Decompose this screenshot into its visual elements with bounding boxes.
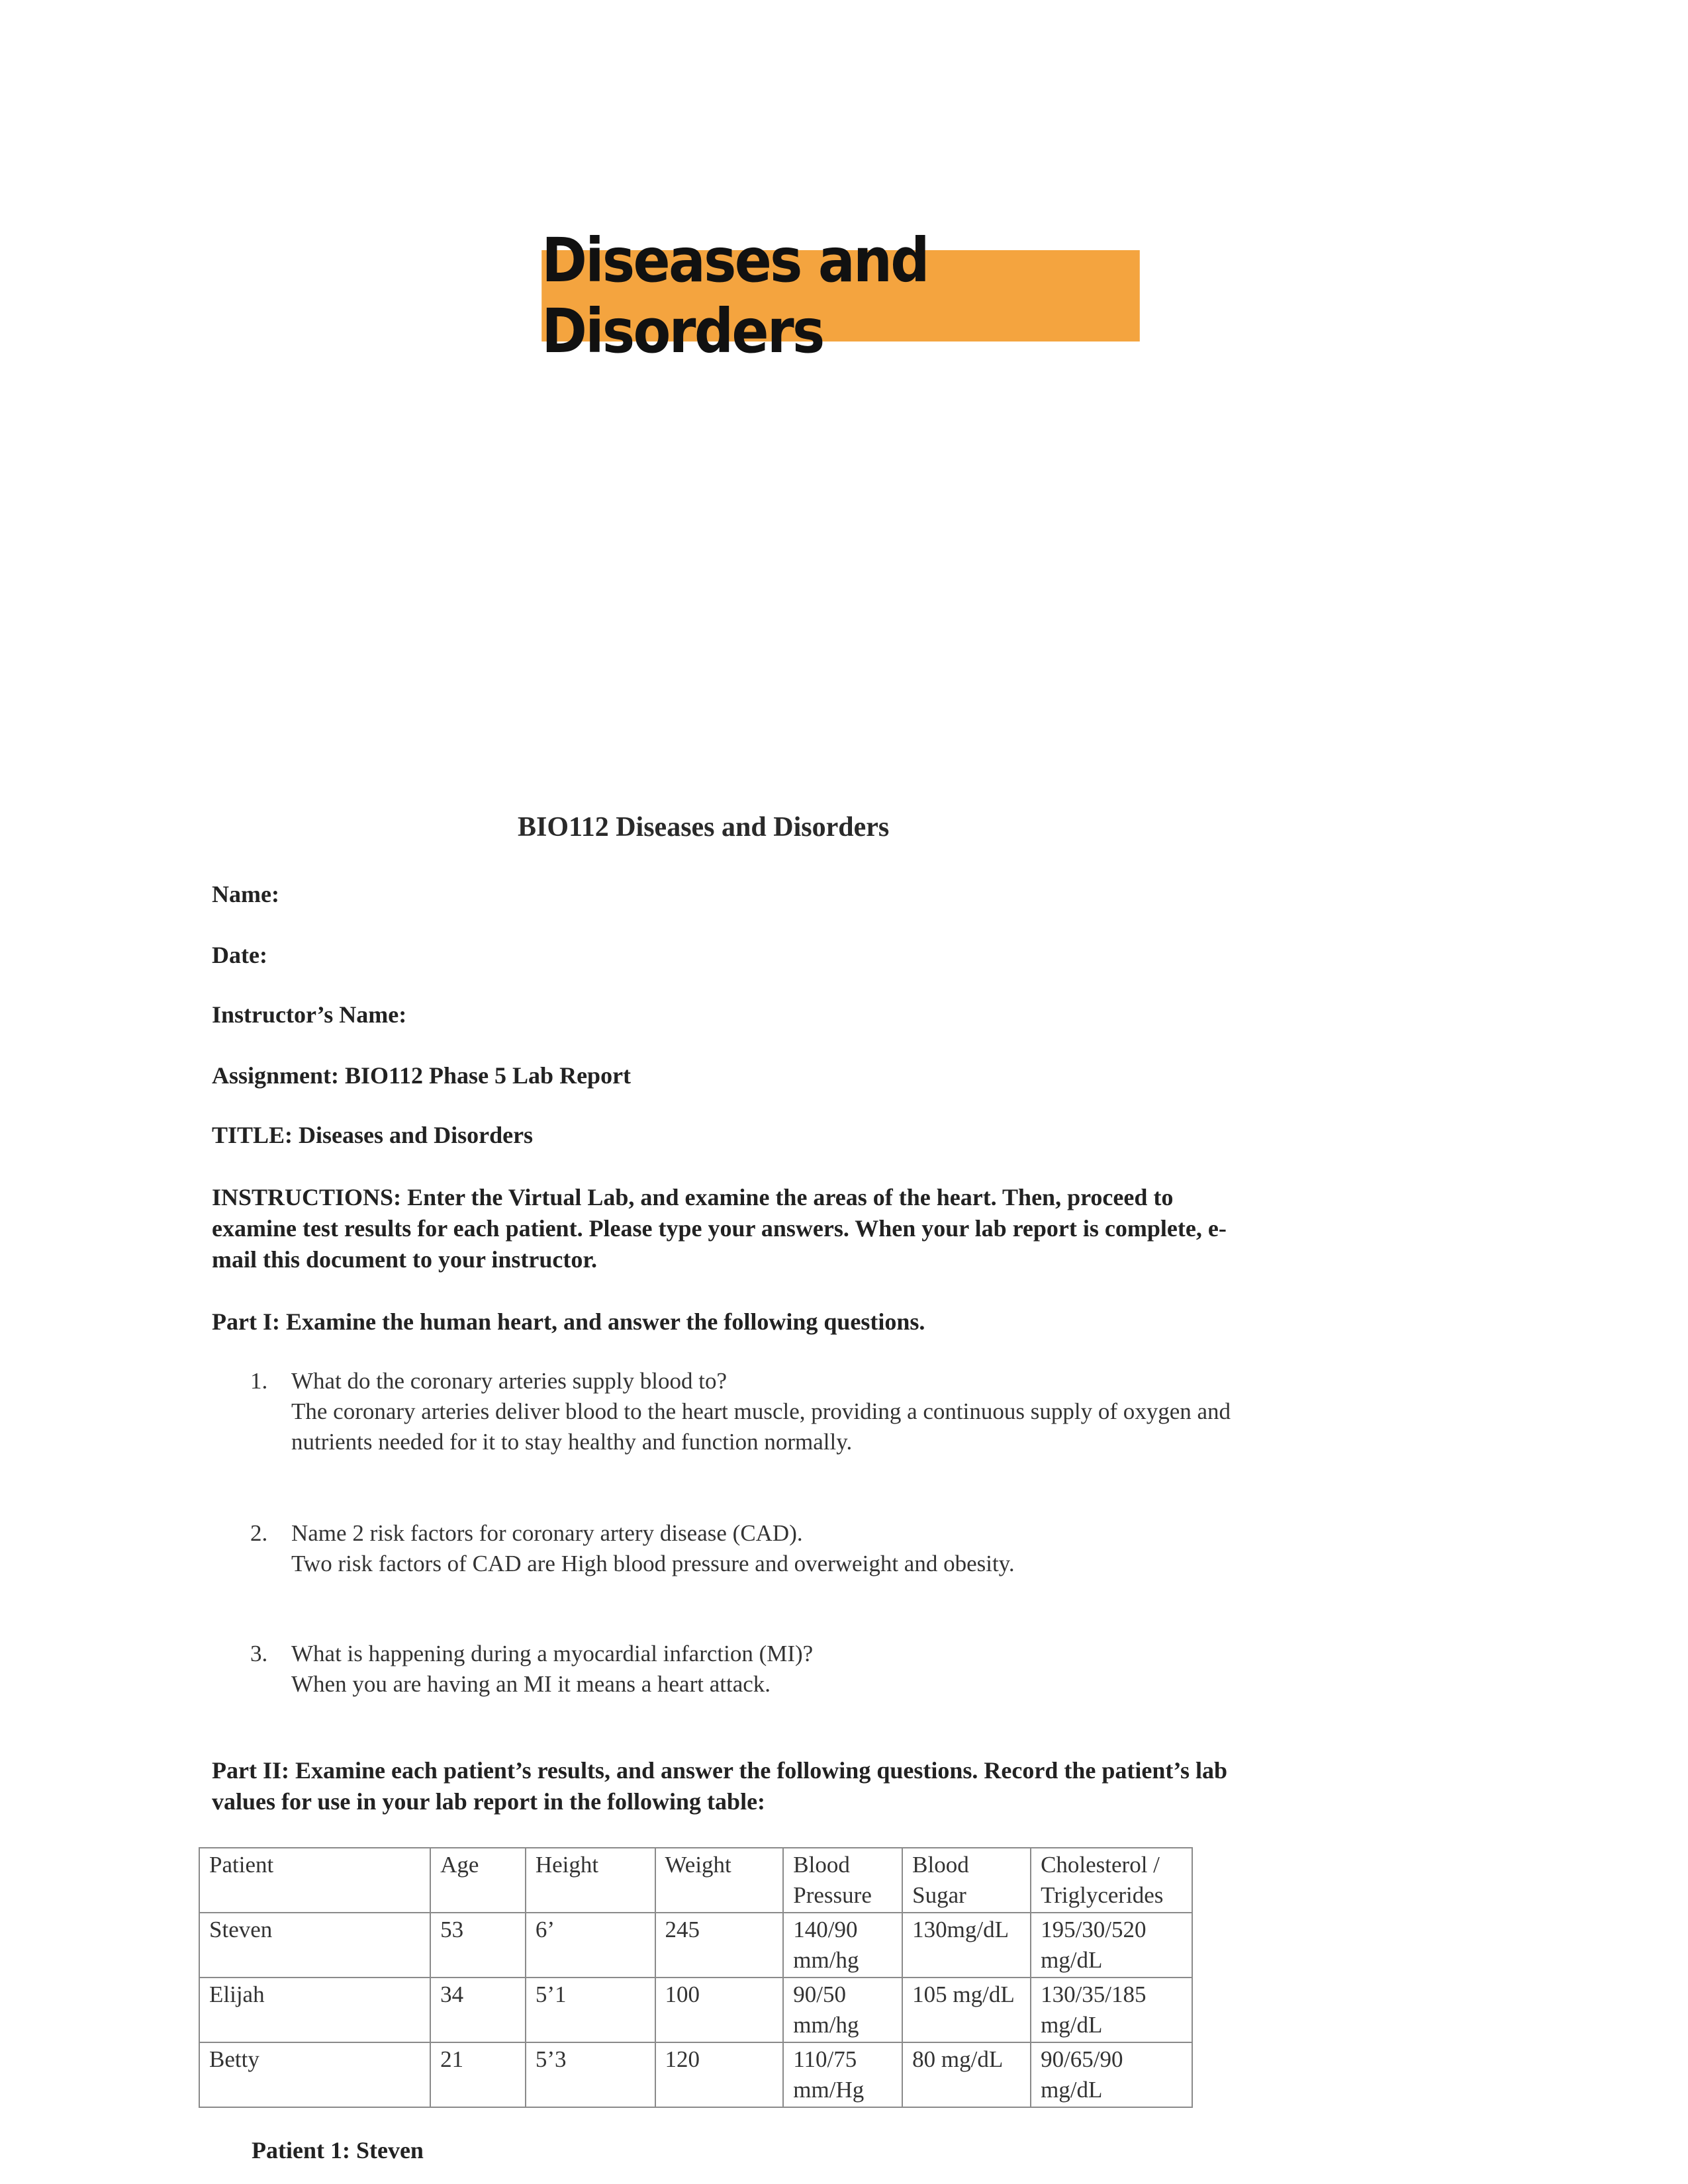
cell-cholesterol: 90/65/90 mg/dL [1031,2042,1192,2107]
title-field: TITLE: Diseases and Disorders [212,1122,534,1148]
cell-blood-pressure: 90/50 mm/hg [783,1978,902,2042]
question-3 [250,1639,1243,1700]
table-header-row [199,1848,1192,1913]
answer-text: The coronary arteries deliver blood to the heart muscle, providing a continuous supply of oxygen and nutrients needed for it to stay healthy and function normally. [291,1398,1231,1455]
cell-age: 21 [430,2042,526,2107]
cell-cholesterol: 130/35/185 mg/dL [1031,1978,1192,2042]
cell-age: 53 [430,1913,526,1978]
question-2 [250,1518,1243,1579]
cell-weight: 245 [655,1913,784,1978]
header-age: Age [430,1848,526,1913]
instructions-paragraph: INSTRUCTIONS: Enter the Virtual Lab, and examine the areas of the heart. Then, proceed to examine test results for each patient. Please type your answers. When your lab report is complete, e-mail this document to your instructor. [212,1184,1227,1273]
part2-heading: Part II: Examine each patient’s results, and answer the following questions. Record the patient’s lab values for use in your lab report in the following table: [212,1757,1228,1815]
cell-blood-sugar: 80 mg/dL [902,2042,1031,2107]
cell-cholesterol: 195/30/520 mg/dL [1031,1913,1192,1978]
header-blood-pressure: Blood Pressure [783,1848,902,1913]
cell-patient: Steven [199,1913,430,1978]
cell-height: 5’3 [526,2042,655,2107]
cell-weight: 100 [655,1978,784,2042]
question-1 [250,1366,1243,1457]
table-row [199,1913,1192,1978]
document-title: BIO112 Diseases and Disorders [518,812,890,842]
question-text: What do the coronary arteries supply blood to? [291,1368,727,1394]
question-text: What is happening during a myocardial infarction (MI)? [291,1641,814,1666]
question-text: Name 2 risk factors for coronary artery disease (CAD). [291,1520,803,1546]
instructor-name-field: Instructor’s Name: [212,1001,407,1028]
question-number: 1. [250,1368,268,1394]
header-cholesterol: Cholesterol / Triglycerides [1031,1848,1192,1913]
banner-title: Diseases and Disorders [541,250,1140,341]
header-height: Height [526,1848,655,1913]
cell-weight: 120 [655,2042,784,2107]
cell-age: 34 [430,1978,526,2042]
patient-1-heading: Patient 1: Steven [252,2137,424,2163]
cell-height: 5’1 [526,1978,655,2042]
answer-text: When you are having an MI it means a heart attack. [291,1671,771,1697]
question-number: 3. [250,1641,268,1666]
cell-blood-pressure: 110/75 mm/Hg [783,2042,902,2107]
cell-blood-sugar: 130mg/dL [902,1913,1031,1978]
table-row [199,1978,1192,2042]
cell-height: 6’ [526,1913,655,1978]
question-number: 2. [250,1520,268,1546]
part1-heading: Part I: Examine the human heart, and answer the following questions. [212,1308,925,1335]
header-patient: Patient [199,1848,430,1913]
cell-blood-sugar: 105 mg/dL [902,1978,1031,2042]
cell-patient: Betty [199,2042,430,2107]
cell-blood-pressure: 140/90 mm/hg [783,1913,902,1978]
patient-results-table [199,1847,1193,2108]
answer-text: Two risk factors of CAD are High blood pressure and overweight and obesity. [291,1551,1015,1576]
date-field: Date: [212,942,267,968]
assignment-field: Assignment: BIO112 Phase 5 Lab Report [212,1062,632,1089]
header-blood-sugar: Blood Sugar [902,1848,1031,1913]
name-field: Name: [212,881,279,907]
table-row [199,2042,1192,2107]
header-weight: Weight [655,1848,784,1913]
cell-patient: Elijah [199,1978,430,2042]
